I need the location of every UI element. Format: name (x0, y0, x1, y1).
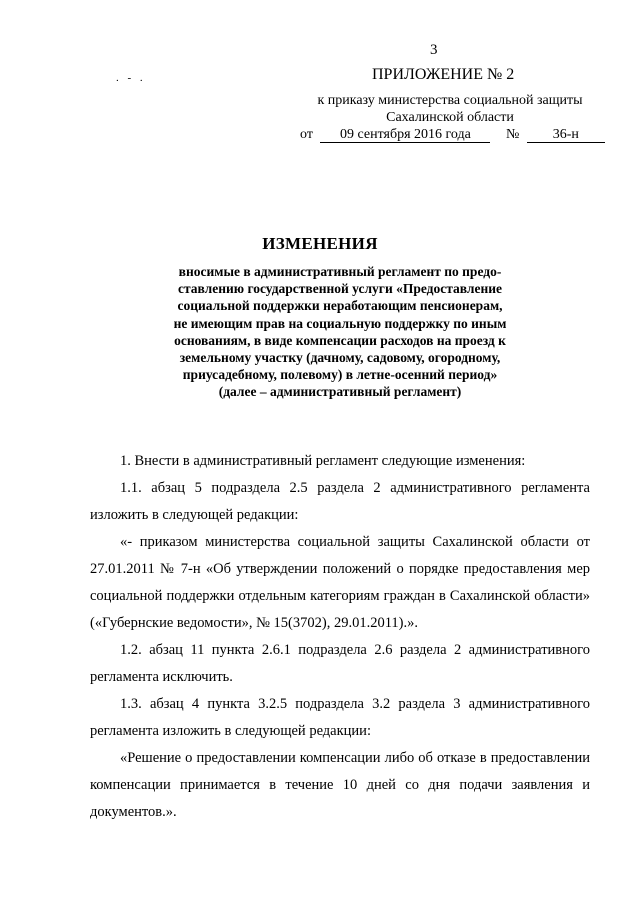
subtitle-line: основаниям, в виде компенсации расходов на проезд к (174, 332, 506, 348)
body-paragraph: «- приказом министерства социальной защиты Сахалинской области от 27.01.2011 № 7-н «Об утверждении положений о порядке предоставления мер социальной поддержки отдельным категориям граждан в Сахалинской области» («Губернские ведомости», № 15(3702), 29.01.2011).». (90, 534, 590, 631)
number-label: № (505, 127, 520, 142)
body-paragraph: «Решение о предоставлении компенсации либо об отказе в предоставлении компенсации принимается в течение 10 дней со дня подачи заявления и документов.». (90, 750, 590, 820)
subtitle-line: (далее – административный регламент) (218, 384, 462, 400)
body-paragraph: 1.1. абзац 5 подраздела 2.5 раздела 2 административного регламента изложить в следующей редакции: (90, 480, 590, 523)
subtitle-line: земельному участку (дачному, садовому, огородному, (179, 350, 501, 366)
subtitle-line: ставлению государственной услуги «Предоставление (177, 281, 503, 297)
page-number: 3 (430, 42, 438, 58)
subtitle-line: приусадебному, полевому) в летне-осенний период» (182, 367, 498, 383)
stray-marks: . - . (116, 72, 146, 84)
subtitle-line: социальной поддержки неработающим пенсионерам, (177, 298, 503, 314)
document-heading: ИЗМЕНЕНИЯ (262, 234, 378, 253)
subtitle-line: вносимые в административный регламент по предо- (178, 264, 502, 279)
document-body (90, 448, 590, 826)
body-paragraph: 1. Внести в административный регламент следующие изменения: (120, 453, 526, 469)
order-date: 09 сентября 2016 года (320, 127, 490, 143)
appendix-title: ПРИЛОЖЕНИЕ № 2 (372, 66, 515, 83)
body-paragraph: 1.3. абзац 4 пункта 3.2.5 подраздела 3.2 раздела 3 административного регламента изложить в следующей редакции: (90, 696, 590, 739)
order-reference-line-1: к приказу министерства социальной защиты (317, 93, 583, 108)
body-paragraph: 1.2. абзац 11 пункта 2.6.1 подраздела 2.6 раздела 2 административного регламента исключить. (90, 642, 590, 685)
document-subtitle (140, 263, 540, 401)
order-reference-line-2: Сахалинской области (386, 110, 514, 125)
order-date-number-line (300, 127, 605, 143)
subtitle-line: не имеющим прав на социальную поддержку по иным (173, 315, 507, 331)
order-reference (300, 92, 600, 126)
from-label: от (300, 127, 313, 142)
order-number: 36-н (527, 127, 605, 143)
